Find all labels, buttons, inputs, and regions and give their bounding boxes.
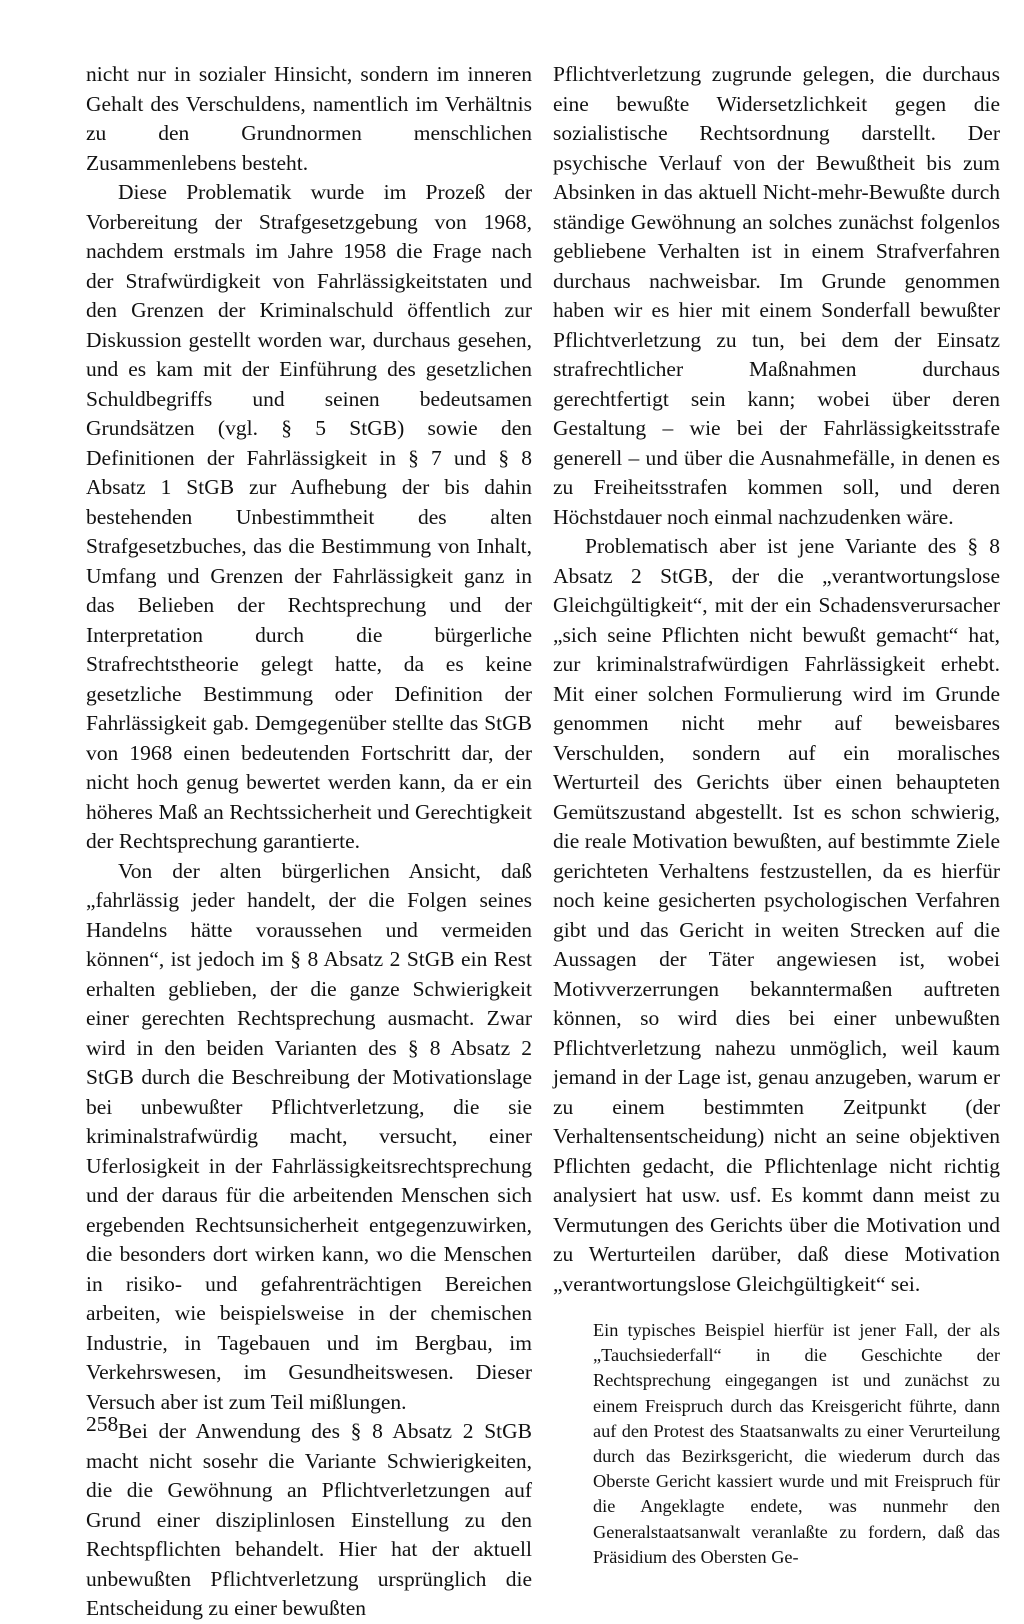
paragraph: Bei der Anwendung des § 8 Absatz 2 StGB macht nicht sosehr die Variante Schwierigkeiten, die die Gewöhnung an Pflichtverletzungen auf Grund einer disziplinlosen Einstellung zu den Rechtspflichten behandelt. Hier hat der aktuell unbewußten Pflichtverletzung ursprünglich die Entscheidung zu einer bewußten [86, 1419, 532, 1620]
page-number: 258 [86, 1412, 119, 1436]
paragraph-continued: Pflichtverletzung zugrunde gelegen, die durchaus eine bewußte Widersetzlichkeit gegen die sozialistische Rechtsordnung darstellt. Der psychische Verlauf von der Bewußtheit bis zum Absinken in das aktuell Nicht-mehr-Bewußte durch ständige Gewöhnung an solches zunächst folgenlos gebliebene Verhalten ist in einem Strafverfahren durchaus nachweisbar. Im Grunde genommen haben wir es hier mit einem Sonderfall bewußter Pflichtverletzung zu tun, bei dem der Einsatz strafrechtlicher Maßnahmen durchaus gerechtfertigt sein kann; wobei über deren Gestaltung – wie bei der Fahrlässigkeitsstrafe generell – und über die Ausnahmefälle, in denen es zu Freiheitsstrafen kommen soll, und deren Höchstdauer noch einmal nachzudenken wäre. [553, 62, 1000, 529]
example-paragraph: Ein typisches Beispiel hierfür ist jener Fall, der als „Tauchsiederfall“ in die Geschichte der Rechtsprechung eingegangen ist und zunächst zu einem Freispruch durch das Kreisgericht führte, dann auf den Protest des Staatsanwalts zu einer Verurteilung durch das Bezirksgericht, die wiederum durch das Oberste Gericht kassiert wurde und mit Freispruch für die Angeklagte endete, was nunmehr den Generalstaatsanwalt veranlaßte zu fordern, daß das Präsidium des Obersten Ge- [593, 1320, 1000, 1567]
paragraph-continued: nicht nur in sozialer Hinsicht, sondern im inneren Gehalt des Verschuldens, namentlich im Verhältnis zu den Grundnormen menschlichen Zusammenlebens besteht. [86, 62, 532, 175]
right-column [553, 60, 1000, 1570]
paragraph: Diese Problematik wurde im Prozeß der Vorbereitung der Strafgesetzgebung von 1968, nachdem erstmals im Jahre 1958 die Frage nach der Strafwürdigkeit von Fahrlässigkeitstaten und den Grenzen der Kriminalschuld öffentlich zur Diskussion gestellt worden war, durchaus gesehen, und es kam mit der Einführung des gesetzlichen Schuldbegriffs und seinen bedeutsamen Grundsätzen (vgl. § 5 StGB) sowie den Definitionen der Fahrlässigkeit in § 7 und § 8 Absatz 1 StGB zur Aufhebung der bis dahin bestehenden Unbestimmtheit des alten Strafgesetzbuches, das die Bestimmung von Inhalt, Umfang und Grenzen der Fahrlässigkeit ganz in das Belieben der Rechtsprechung und der Interpretation durch die bürgerliche Strafrechtstheorie gelegt hatte, da es keine gesetzliche Bestimmung oder Definition der Fahrlässigkeit gab. Demgegenüber stellte das StGB von 1968 einen bedeutenden Fortschritt dar, der nicht hoch genug bewertet werden kann, da er ein höheres Maß an Rechtssicherheit und Gerechtigkeit der Rechtsprechung garantierte. [86, 180, 532, 853]
paragraph: Problematisch aber ist jene Variante des § 8 Absatz 2 StGB, der die „verantwortungslose Gleichgültigkeit“, mit der ein Schadensverursacher „sich seine Pflichten nicht bewußt gemacht“ hat, zur kriminalstrafwürdigen Fahrlässigkeit erhebt. Mit einer solchen Formulierung wird im Grunde genommen nicht mehr auf beweisbares Verschulden, sondern auf ein moralisches Werturteil des Gerichts über einen behaupteten Gemütszustand abgestellt. Ist es schon schwierig, die reale Motivation bewußten, auf bestimmte Ziele gerichteten Verhaltens festzustellen, da es hierfür noch keine gesicherten psychologischen Verfahren gibt und das Gericht in weiten Strecken auf die Aussagen der Täter angewiesen ist, wobei Motivverzerrungen bekanntermaßen auftreten können, so wird dies bei einer unbewußten Pflichtverletzung nahezu unmöglich, weil kaum jemand in der Lage ist, genau anzugeben, warum er zu einem bestimmten Zeitpunkt (der Verhaltensentscheidung) nicht an seine objektiven Pflichten gedacht, die Pflichtenlage nicht richtig analysiert hat usw. usf. Es kommt dann meist zu Vermutungen des Gerichts über die Motivation und zu Werturteilen darüber, daß diese Motivation „verantwortungslose Gleichgültigkeit“ sei. [553, 534, 1000, 1296]
paragraph: Von der alten bürgerlichen Ansicht, daß „fahrlässig jeder handelt, der die Folgen seines Handelns hätte voraussehen und vermeiden können“, ist jedoch im § 8 Absatz 2 StGB ein Rest erhalten geblieben, der die ganze Schwierigkeit einer gerechten Rechtsprechung ausmacht. Zwar wird in den beiden Varianten des § 8 Absatz 2 StGB durch die Beschreibung der Motivationslage bei unbewußter Pflichtverletzung, die sie kriminalstrafwürdig macht, versucht, einer Uferlosigkeit in der Fahrlässigkeitsrechtsprechung und der daraus für die arbeitenden Menschen sich ergebenden Rechtsunsicherheit entgegenzuwirken, die besonders dort wirken kann, wo die Menschen in risiko- und gefahrenträchtigen Bereichen arbeiten, wie beispielsweise in der chemischen Industrie, in Tagebauen und im Bergbau, im Verkehrswesen, im Gesundheitswesen. Dieser Versuch aber ist zum Teil mißlungen. [86, 858, 532, 1414]
example-block [553, 1318, 1000, 1570]
left-column [86, 60, 532, 1624]
